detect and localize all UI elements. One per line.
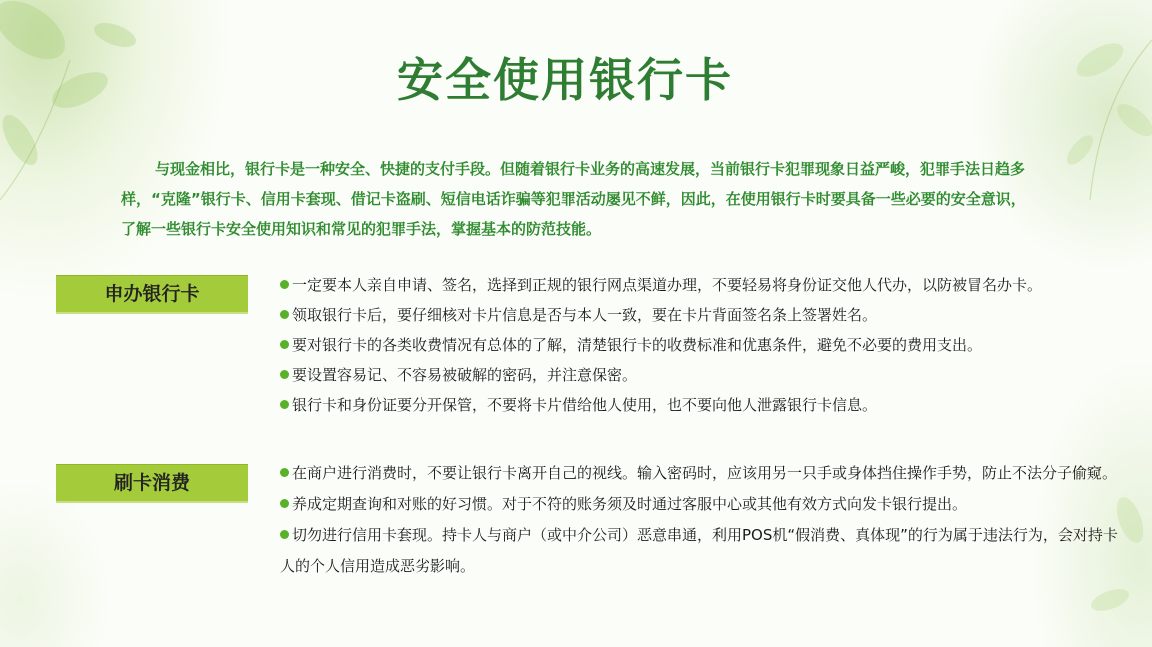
bullet-icon — [280, 340, 289, 349]
bullet-icon — [280, 400, 289, 409]
list-item-text: 养成定期查询和对账的好习惯。对于不符的账务须及时通过客服中心或其他有效方式向发卡银行提出。 — [292, 495, 968, 513]
bullet-icon — [280, 280, 289, 289]
page-title: 安全使用银行卡 — [397, 53, 733, 107]
section-label-card-payment: 刷卡消费 — [56, 464, 248, 503]
section-label-apply-card: 申办银行卡 — [56, 275, 248, 314]
list-item-text: 银行卡和身份证要分开保管，不要将卡片借给他人使用，也不要向他人泄露银行卡信息。 — [292, 396, 878, 414]
bullet-icon — [280, 370, 289, 379]
list-item — [280, 300, 1130, 330]
list-item — [280, 520, 1130, 582]
card-payment-tips-list — [280, 458, 1130, 582]
bullet-icon — [280, 468, 289, 477]
bullet-icon — [280, 499, 289, 508]
apply-card-tips-list — [280, 270, 1130, 420]
list-item — [280, 360, 1130, 390]
list-item-text: 要设置容易记、不容易被破解的密码，并注意保密。 — [292, 366, 638, 384]
list-item — [280, 330, 1130, 360]
list-item-text: 领取银行卡后，要仔细核对卡片信息是否与本人一致，要在卡片背面签名条上签署姓名。 — [292, 306, 878, 324]
list-item-text: 要对银行卡的各类收费情况有总体的了解，清楚银行卡的收费标准和优惠条件，避免不必要的费用支出。 — [292, 336, 983, 354]
intro-paragraph: 与现金相比，银行卡是一种安全、快捷的支付手段。但随着银行卡业务的高速发展，当前银行卡犯罪现象日益严峻，犯罪手法日趋多样，“克隆”银行卡、信用卡套现、借记卡盗刷、短信电话诈骗等犯罪活动屡见不鲜，因此，在使用银行卡时要具备一些必要的安全意识，了解一些银行卡安全使用知识和常见的犯罪手法，掌握基本的防范技能。 — [121, 160, 1026, 238]
bullet-icon — [280, 530, 289, 539]
list-item — [280, 489, 1130, 520]
list-item — [280, 458, 1130, 489]
bullet-icon — [280, 310, 289, 319]
list-item — [280, 270, 1130, 300]
list-item — [280, 390, 1130, 420]
list-item-text: 在商户进行消费时，不要让银行卡离开自己的视线。输入密码时，应该用另一只手或身体挡住操作手势，防止不法分子偷窥。 — [292, 464, 1118, 482]
list-item-text: 一定要本人亲自申请、签名，选择到正规的银行网点渠道办理，不要轻易将身份证交他人代办，以防被冒名办卡。 — [292, 276, 1043, 294]
list-item-text: 切勿进行信用卡套现。持卡人与商户（或中介公司）恶意串通，利用POS机“假消费、真体现”的行为属于违法行为，会对持卡人的个人信用造成恶劣影响。 — [280, 526, 1118, 575]
